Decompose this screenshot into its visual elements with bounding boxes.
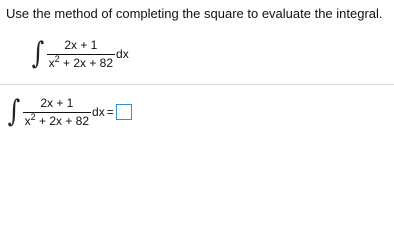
fraction-denominator xyxy=(47,55,115,71)
section-divider xyxy=(0,84,394,85)
denominator-exponent: 2 xyxy=(54,53,60,64)
differential: dx xyxy=(116,47,129,61)
differential: dx xyxy=(92,105,105,119)
instruction-text: Use the method of completing the square to evaluate the integral. xyxy=(6,6,383,21)
integral-sign: ∫ xyxy=(7,94,21,129)
denominator-rest: + 2x + 82 xyxy=(59,55,114,70)
equals-sign: = xyxy=(106,105,114,119)
fraction-numerator: 2x + 1 xyxy=(40,95,74,110)
integrand-fraction xyxy=(47,38,115,71)
fraction-denominator xyxy=(23,113,91,129)
integral-sign: ∫ xyxy=(31,36,45,71)
fraction-numerator: 2x + 1 xyxy=(64,37,98,52)
problem-integral xyxy=(30,34,129,74)
denominator-rest: + 2x + 82 xyxy=(35,113,90,128)
answer-integral xyxy=(6,92,132,132)
denominator-base: x xyxy=(24,113,31,128)
denominator-base: x xyxy=(48,55,55,70)
integrand-fraction xyxy=(23,96,91,129)
answer-input[interactable] xyxy=(116,104,132,120)
denominator-exponent: 2 xyxy=(30,111,36,122)
